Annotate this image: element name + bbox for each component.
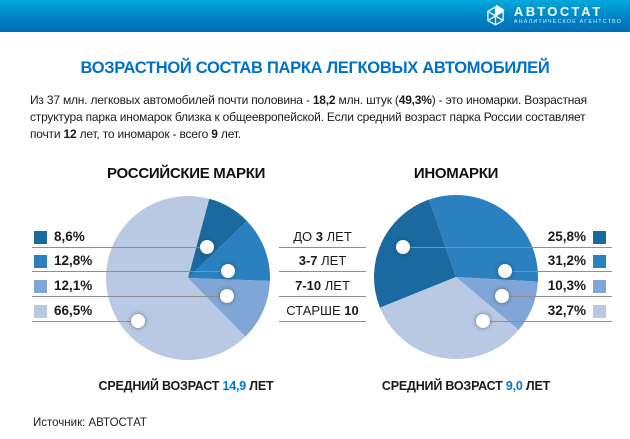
right-chart-title: ИНОМАРКИ (413, 165, 499, 182)
legend-value: 12,8% (54, 253, 93, 268)
avg-suffix: ЛЕТ (522, 379, 551, 393)
separator-line (279, 321, 366, 322)
leader-line (502, 296, 612, 297)
avtostat-logo (482, 2, 622, 29)
avg-prefix: СРЕДНИЙ ВОЗРАСТ (98, 379, 223, 393)
legend-value: 31,2% (547, 253, 586, 268)
right-average-age (376, 379, 556, 393)
leader-line (32, 247, 207, 248)
pie-callout-dot (131, 314, 145, 328)
leader-line (32, 296, 227, 297)
legend-value: 32,7% (547, 303, 586, 318)
separator-line (279, 296, 366, 297)
age-label: ДО 3 ЛЕТ (293, 229, 352, 244)
header-bar (0, 0, 630, 32)
legend-value: 25,8% (547, 229, 586, 244)
logo-title: АВТОСТАТ (513, 4, 603, 20)
logo-subtitle: АНАЛИТИЧЕСКОЕ АГЕНТСТВО (513, 19, 622, 26)
leader-line (32, 271, 228, 272)
pie-callout-dot (476, 314, 490, 328)
leader-line (505, 271, 612, 272)
pie-callout-dot (396, 240, 410, 254)
source-note: Источник: АВТОСТАТ (33, 417, 147, 429)
legend-swatch (593, 280, 606, 293)
avg-suffix: ЛЕТ (246, 379, 274, 393)
legend-swatch (34, 280, 47, 293)
age-label: 3-7 ЛЕТ (298, 253, 347, 268)
intro-paragraph: Из 37 млн. легковых автомобилей почти половина - 18,2 млн. штук (49,3%) - это иномарки. Возрастная структура парка иномарок близка к общеевропейской. Если средний возраст парка России составляет почти 12 лет, то иномарок - всего 9 лет. (30, 93, 587, 141)
age-label: СТАРШЕ 10 (286, 303, 359, 318)
separator-line (279, 271, 366, 272)
avg-value: 14,9 (222, 379, 247, 393)
legend-swatch (593, 231, 606, 244)
avg-prefix: СРЕДНИЙ ВОЗРАСТ (381, 379, 506, 393)
legend-value: 12,1% (54, 278, 93, 293)
pie-callout-dot (221, 264, 235, 278)
legend-swatch (34, 305, 47, 318)
separator-line (279, 247, 366, 248)
page-title: ВОЗРАСТНОЙ СОСТАВ ПАРКА ЛЕГКОВЫХ АВТОМОБИЛЕЙ (80, 59, 550, 77)
legend-value: 66,5% (54, 303, 93, 318)
pie-callout-dot (220, 289, 234, 303)
avg-value: 9,0 (505, 379, 523, 393)
legend-swatch (593, 255, 606, 268)
leader-line (403, 247, 612, 248)
legend-value: 10,3% (547, 278, 586, 293)
legend-value: 8,6% (54, 229, 85, 244)
age-label: 7-10 ЛЕТ (295, 278, 350, 293)
left-chart-title: РОССИЙСКИЕ МАРКИ (106, 165, 266, 182)
pie-callout-dot (495, 289, 509, 303)
pie-chart-russian-brands (103, 193, 273, 363)
legend-swatch (34, 231, 47, 244)
pie-callout-dot (498, 264, 512, 278)
leader-line (32, 321, 138, 322)
left-average-age (96, 379, 276, 393)
legend-swatch (593, 305, 606, 318)
avtostat-wheel-icon (482, 2, 509, 29)
leader-line (483, 321, 612, 322)
legend-swatch (34, 255, 47, 268)
logo-text (514, 5, 622, 26)
pie-callout-dot (200, 240, 214, 254)
pie-chart-foreign-brands (371, 192, 541, 362)
